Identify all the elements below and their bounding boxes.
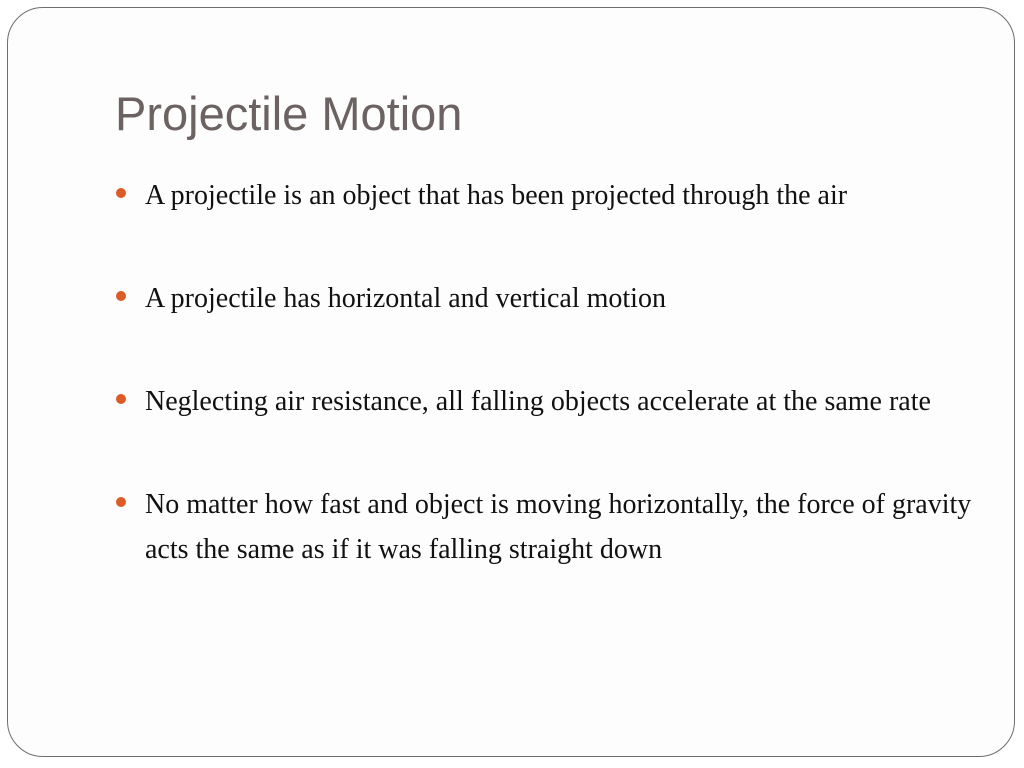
bullet-item <box>116 276 976 321</box>
bullet-text: A projectile has horizontal and vertical motion <box>145 283 666 314</box>
slide <box>7 7 1015 757</box>
bullet-item <box>116 173 976 218</box>
bullet-text: No matter how fast and object is moving horizontally, the force of gravity acts the same as if it was falling straight down <box>145 489 972 565</box>
bullet-marker-icon <box>116 291 126 301</box>
bullet-marker-icon <box>116 188 126 198</box>
bullet-text: Neglecting air resistance, all falling objects accelerate at the same rate <box>145 386 931 417</box>
bullet-marker-icon <box>116 394 126 404</box>
bullet-list <box>116 173 976 630</box>
bullet-text: A projectile is an object that has been projected through the air <box>145 180 848 211</box>
bullet-marker-icon <box>116 497 126 507</box>
bullet-item <box>116 482 976 572</box>
slide-title: Projectile Motion <box>115 87 463 140</box>
bullet-item <box>116 379 976 424</box>
